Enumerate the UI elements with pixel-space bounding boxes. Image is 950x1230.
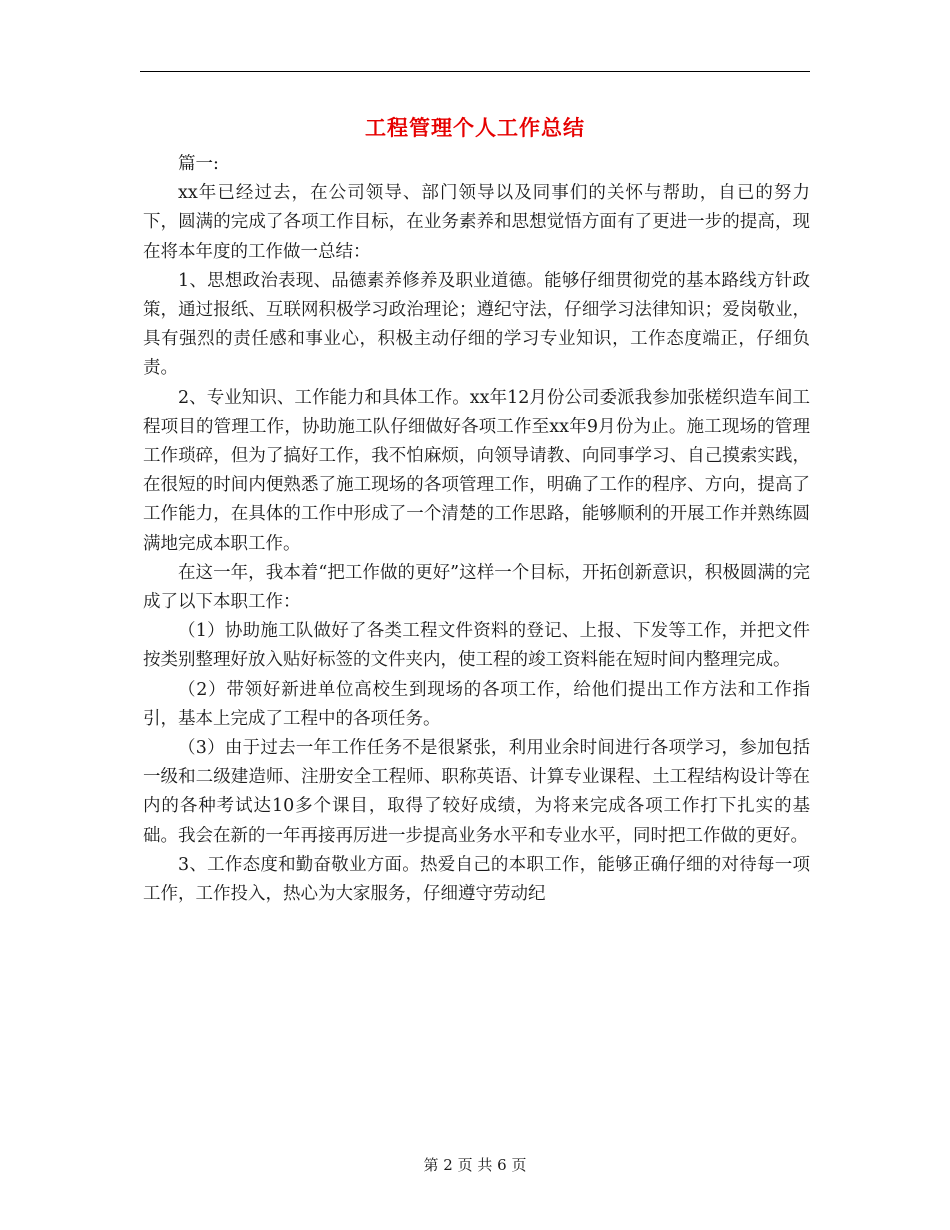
header-rule: [140, 71, 810, 72]
list-item-paragraph: （1）协助施工队做好了各类工程文件资料的登记、上报、下发等工作，并把文件按类别整理好放入贴好标签的文件夹内，使工程的竣工资料能在短时间内整理完成。: [143, 621, 810, 671]
document-body: [143, 150, 810, 909]
body-paragraph: 1、思想政治表现、品德素养修养及职业道德。能够仔细贯彻党的基本路线方针政策，通过报纸、互联网积极学习政治理论；遵纪守法，仔细学习法律知识；爱岗敬业，具有强烈的责任感和事业心，积极主动仔细的学习专业知识，工作态度端正，仔细负责。: [143, 270, 810, 379]
body-paragraph: 2、专业知识、工作能力和具体工作。xx年12月份公司委派我参加张槎织造车间工程项目的管理工作，协助施工队仔细做好各项工作至xx年9月份为止。施工现场的管理工作琐碎，但为了搞好工作，我不怕麻烦，向领导请教、向同事学习、自己摸索实践，在很短的时间内便熟悉了施工现场的各项管理工作，明确了工作的程序、方向，提高了工作能力，在具体的工作中形成了一个清楚的工作思路，能够顺利的开展工作并熟练圆满地完成本职工作。: [143, 387, 810, 554]
list-item-paragraph: （3）由于过去一年工作任务不是很紧张，利用业余时间进行各项学习，参加包括一级和二级建造师、注册安全工程师、职称英语、计算专业课程、土工程结构设计等在内的各种考试达10多个课目，取得了较好成绩，为将来完成各项工作打下扎实的基础。我会在新的一年再接再厉进一步提高业务水平和专业水平，同时把工作做的更好。: [143, 738, 810, 846]
section-heading: 篇一:: [178, 154, 219, 174]
document-title: 工程管理个人工作总结: [365, 115, 585, 140]
body-paragraph: 在这一年，我本着“把工作做的更好”这样一个目标，开拓创新意识，积极圆满的完成了以下本职工作：: [143, 562, 810, 613]
body-paragraph: 3、工作态度和勤奋敬业方面。热爱自己的本职工作，能够正确仔细的对待每一项工作，工作投入，热心为大家服务，仔细遵守劳动纪: [143, 854, 810, 905]
list-item-paragraph: （2）带领好新进单位高校生到现场的各项工作，给他们提出工作方法和工作指引，基本上完成了工程中的各项任务。: [143, 679, 810, 729]
body-paragraph: xx年已经过去，在公司领导、部门领导以及同事们的关怀与帮助，自已的努力下，圆满的完成了各项工作目标，在业务素养和思想觉悟方面有了更进一步的提高，现在将本年度的工作做一总结：: [143, 183, 810, 262]
page-number: 第 2 页 共 6 页: [423, 1156, 527, 1174]
